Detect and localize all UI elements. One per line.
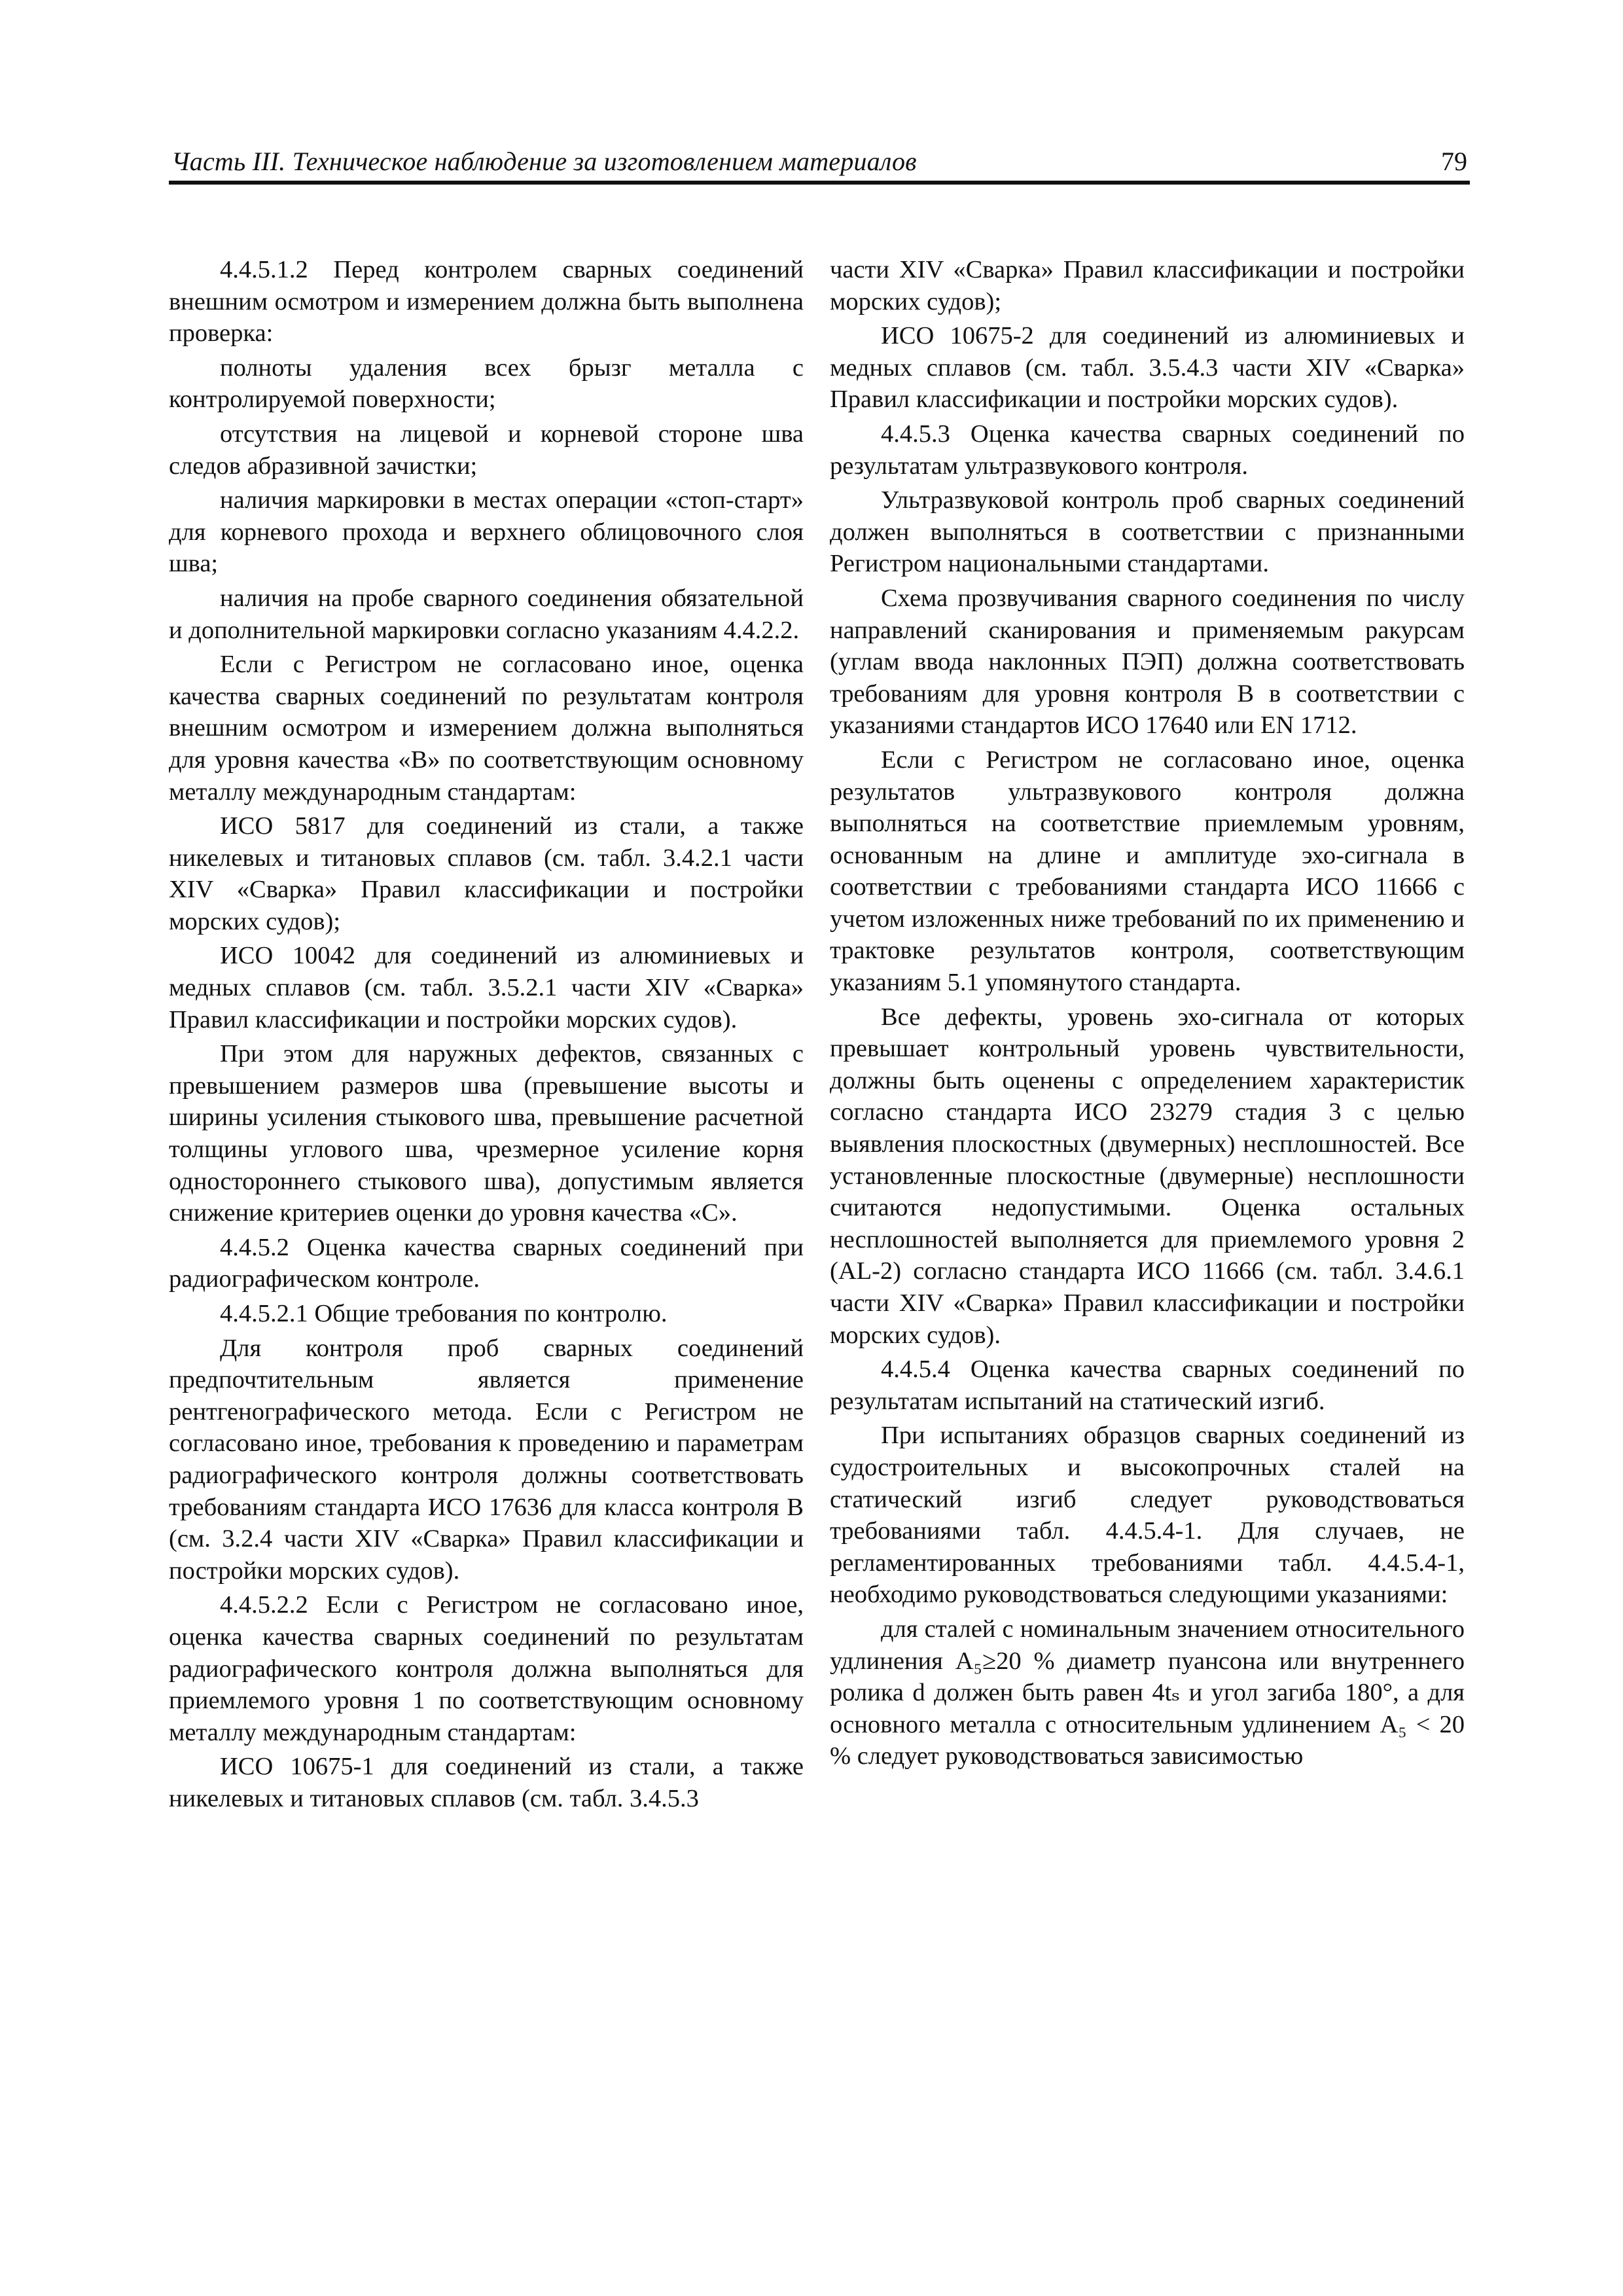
paragraph: полноты удаления всех брызг металла с контролируемой поверхности; (169, 353, 804, 414)
paragraph: для сталей с номинальным значением относительного удлинения A₅≥20 % диаметр пуансона или внутреннего ролика d должен быть равен 4tₛ и угол загиба 180°, а для основного металла с относительным удлинением A₅ < 20 % следует руководствоваться зависимостью (830, 1615, 1465, 1770)
paragraph: ИСО 10675-2 для соединений из алюминиевых и медных сплавов (см. табл. 3.5.4.3 части XIV «Сварка» Правил классификации и постройки морских судов). (830, 322, 1465, 414)
section-heading: 4.4.5.2 Оценка качества сварных соединений при радиографическом контроле. (169, 1233, 804, 1293)
paragraph: отсутствия на лицевой и корневой стороне шва следов абразивной зачистки; (169, 420, 804, 480)
paragraph: Если с Регистром не согласовано иное, оценка качества сварных соединений по результатам контроля внешним осмотром и измерением должна выполняться для уровня качества «В» по соответствующим основному металлу международным стандартам: (169, 651, 804, 806)
paragraph: Все дефекты, уровень эхо-сигнала от которых превышает контрольный уровень чувствительности, должны быть оценены с определением характеристик согласно стандарта ИСО 23279 стадия 3 с целью выявления плоскостных (двумерных) несплошностей. Все установленные плоскостные (двумерные) несплошности считаются недопустимыми. Оценка остальных несплошностей выполняется для приемлемого уровня 2 (AL-2) согласно стандарта ИСО 11666 (см. табл. 3.4.6.1 части XIV «Сварка» Правил классификации и постройки морских судов). (830, 1003, 1465, 1349)
paragraph: ИСО 5817 для соединений из стали, а также никелевых и титановых сплавов (см. табл. 3.4.2.1 части XIV «Сварка» Правил классификации и постройки морских судов); (169, 812, 804, 935)
page-number: 79 (1441, 147, 1467, 176)
running-title: Часть III. Техническое наблюдение за изготовлением материалов (171, 147, 917, 176)
paragraph: Для контроля проб сварных соединений предпочтительным является применение рентгенографического метода. Если с Регистром не согласовано иное, требования к проведению и параметрам радиографического контроля должны соответствовать требованиям стандарта ИСО 17636 для класса контроля В (см. 3.2.4 части XIV «Сварка» Правил классификации и постройки морских судов). (169, 1334, 804, 1585)
page-header (169, 140, 1470, 185)
section-heading: 4.4.5.4 Оценка качества сварных соединений по результатам испытаний на статический изгиб. (830, 1355, 1465, 1415)
right-column (830, 254, 1465, 1772)
section-heading: 4.4.5.3 Оценка качества сварных соединений по результатам ультразвукового контроля. (830, 420, 1465, 480)
paragraph: Схема прозвучивания сварного соединения по числу направлений сканирования и применяемым ракурсам (углам ввода наклонных ПЭП) должна соответствовать требованиям для уровня контроля В в соответствии с указаниями стандартов ИСО 17640 или EN 1712. (830, 584, 1465, 740)
paragraph: 4.4.5.1.2 Перед контролем сварных соединений внешним осмотром и измерением должна быть выполнена проверка: (169, 256, 804, 348)
paragraph: При этом для наружных дефектов, связанных с превышением размеров шва (превышение высоты и ширины усиления стыкового шва, превышение расчетной толщины углового шва, чрезмерное усиление корня одностороннего стыкового шва), допустимым является снижение критериев оценки до уровня качества «С». (169, 1040, 804, 1227)
paragraph: части XIV «Сварка» Правил классификации и постройки морских судов); (830, 256, 1465, 315)
paragraph: наличия на пробе сварного соединения обязательной и дополнительной маркировки согласно указаниям 4.4.2.2. (169, 584, 804, 644)
paragraph: Если с Регистром не согласовано иное, оценка результатов ультразвукового контроля должна выполняться на соответствие приемлемым уровням, основанным на длине и амплитуде эхо-сигнала в соответствии с требованиями стандарта ИСО 11666 с учетом изложенных ниже требований по их применению и трактовке результатов контроля, соответствующим указаниям 5.1 упомянутого стандарта. (830, 745, 1465, 997)
left-column (169, 254, 804, 1815)
paragraph: наличия маркировки в местах операции «стоп-старт» для корневого прохода и верхнего облицовочного слоя шва; (169, 486, 804, 578)
paragraph: При испытаниях образцов сварных соединений из судостроительных и высокопрочных сталей на статический изгиб следует руководствоваться требованиями табл. 4.4.5.4-1. Для случаев, не регламентированных требованиями табл. 4.4.5.4-1, необходимо руководствоваться следующими указаниями: (830, 1422, 1465, 1609)
paragraph: 4.4.5.2.2 Если с Регистром не согласовано иное, оценка качества сварных соединений по результатам радиографического контроля должна выполняться для приемлемого уровня 1 по соответствующим основному металлу международным стандартам: (169, 1591, 804, 1746)
paragraph: ИСО 10675-1 для соединений из стали, а также никелевых и титановых сплавов (см. табл. 3.4.5.3 (169, 1753, 804, 1812)
subsection-heading: 4.4.5.2.1 Общие требования по контролю. (220, 1300, 668, 1327)
paragraph: Ультразвуковой контроль проб сварных соединений должен выполняться в соответствии с признанными Регистром национальными стандартами. (830, 486, 1465, 578)
paragraph: ИСО 10042 для соединений из алюминиевых и медных сплавов (см. табл. 3.5.2.1 части XIV «Сварка» Правил классификации и постройки морских судов). (169, 942, 804, 1033)
